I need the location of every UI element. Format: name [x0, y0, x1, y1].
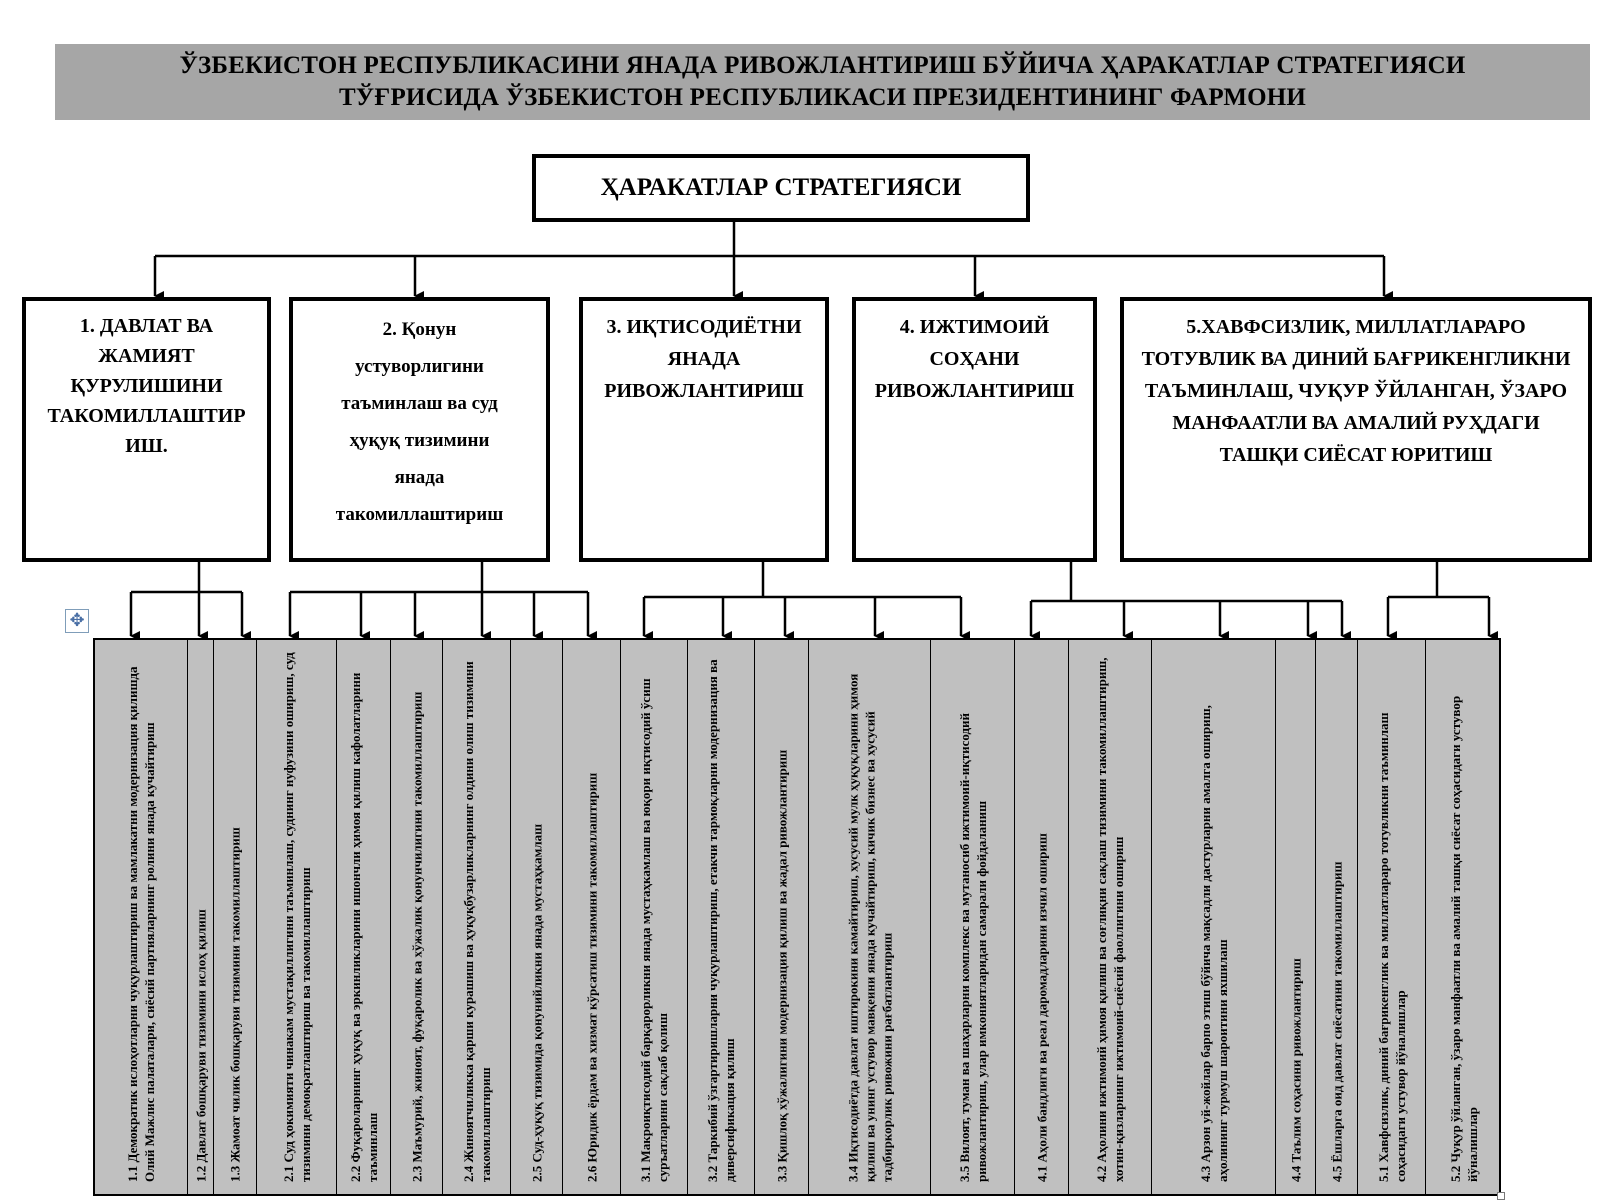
subtask-text: 1.3 Жамоат чилик бошқаруви тизимини такомиллаштириш [227, 827, 243, 1182]
branch-2-line: таъминлаш ва суд [341, 393, 498, 414]
title-line-2: ТЎҒРИСИДА ЎЗБЕКИСТОН РЕСПУБЛИКАСИ ПРЕЗИДЕНТИНИНГ ФАРМОНИ [338, 84, 1307, 111]
branch-3-line: 3. ИҚТИСОДИЁТНИ [606, 316, 802, 338]
branch-1-line: ЖАМИЯТ [98, 345, 195, 367]
subtask-text: 4.5 Ёшларга оид давлат сиёсатини такомиллаштириш [1329, 861, 1344, 1182]
subtask-cell-1-2 [188, 640, 214, 1194]
branch-4-line: 4. ИЖТИМОИЙ [899, 316, 1050, 338]
subtask-cell-2-6 [563, 640, 621, 1194]
branch-1-line: ИШ. [125, 435, 168, 457]
branch-1-line: ҚУРУЛИШИНИ [70, 375, 223, 397]
branch-2-line: ҳуқуқ тизимини [349, 430, 490, 451]
branch-5-line: 5.ХАВФСИЗЛИК, МИЛЛАТЛАРАРО [1186, 316, 1526, 338]
move-arrows-icon[interactable]: ✥ [65, 609, 89, 633]
subtask-text: 5.2 Чуқур ўйланган, ўзаро манфаатли ва амалий ташқи сиёсат соҳасидаги устувор йўналишлар [1447, 695, 1480, 1182]
subtask-text: 4.2 Аҳолини ижтимоий ҳимоя қилиш ва соғлиқни сақлаш тизимини такомиллаштириш, хотин-қизларнинг ижтимоий-сиёсий фаоллигини ошириш [1094, 657, 1126, 1182]
branch-1-node [22, 297, 271, 562]
branch-5-node [1120, 297, 1592, 562]
resize-handle[interactable] [1497, 1192, 1505, 1200]
branch-4-line: РИВОЖЛАНТИРИШ [874, 380, 1075, 402]
subtask-text: 2.3 Маъмурий, жиноят, фуқаролик ва хўжалик қонунчилигини такомиллаштириш [409, 691, 424, 1182]
subtask-text: 3.4 Иқтисодиётда давлат иштирокини камайтириш, хусусий мулк ҳуқуқларини ҳимоя қилиш ва унинг устувор мавқеини янада кучайтириш, кичик бизнес ва хусусий тадбиркорлик ривожини рағбатлантириш [845, 673, 894, 1182]
subtask-cell-5-1 [1358, 640, 1426, 1194]
subtask-cell-4-2 [1069, 640, 1152, 1194]
subtask-cell-4-1 [1015, 640, 1069, 1194]
subtask-cell-3-1 [621, 640, 688, 1194]
subtask-cell-3-5 [931, 640, 1015, 1194]
subtask-text: 4.3 Арзон уй-жойлар барпо этиш бўйича мақсадли дастурларни амалга ошириш, аҳолининг турмуш шароитини яхшилаш [1197, 705, 1230, 1182]
branch-2-line: такомиллаштириш [335, 504, 504, 525]
subtask-text: 5.1 Хавфсизлик, диний бағрикенглик ва миллатлараро тотувликни таъминлаш соҳасидаги устувор йўналишлар [1375, 712, 1408, 1182]
subtasks-table [93, 638, 1501, 1196]
subtask-cell-4-3 [1152, 640, 1276, 1194]
subtask-cell-2-2 [337, 640, 391, 1194]
branch-5-line: ТАЪМИНЛАШ, ЧУҚУР ЎЙЛАНГАН, ЎЗАРО [1144, 380, 1568, 402]
document-title-banner [55, 44, 1590, 120]
strategy-root-node [532, 154, 1030, 222]
subtask-text: 3.1 Макроиқтисодий барқарорликни янада мустаҳкамлаш ва юқори иқтисодий ўсиш суръатларини сақлаб қолиш [638, 678, 670, 1182]
branch-1-line: ТАКОМИЛЛАШТИР [47, 405, 246, 427]
branch-1-line: 1. ДАВЛАТ ВА [79, 315, 214, 337]
subtask-cell-3-2 [688, 640, 755, 1194]
branch-5-line: ТАШҚИ СИЁСАТ ЮРИТИШ [1219, 444, 1493, 466]
branch-5-line: ТОТУВЛИК ВА ДИНИЙ БАҒРИКЕНГЛИКНИ [1141, 348, 1571, 370]
branch-4-line: СОҲАНИ [929, 348, 1020, 370]
subtask-text: 2.2 Фуқароларнинг ҳуқуқ ва эркинликларини ишончли ҳимоя қилиш кафолатларини таъминлаш [347, 672, 380, 1182]
branch-3-line: ЯНАДА [667, 348, 741, 370]
subtask-text: 4.1 Аҳоли бандлиги ва реал даромадларини изчил ошириш [1034, 833, 1049, 1182]
branch-2-line: янада [394, 467, 445, 488]
subtask-cell-5-2 [1426, 640, 1501, 1194]
subtask-text: 2.4 Жиноятчиликка қарши курашиш ва ҳуқуқбузарликларнинг олдини олиш тизимини такомиллаштириш [460, 661, 493, 1182]
subtask-text: 2.5 Суд-ҳуқуқ тизимида қонунийликни янада мустаҳкамлаш [529, 823, 544, 1182]
subtask-text: 4.4 Таълим соҳасини ривожлантириш [1288, 958, 1303, 1182]
branch-2-line: устуворлигини [355, 356, 484, 377]
subtask-cell-1-1 [95, 640, 188, 1194]
subtask-text: 2.6 Юридик ёрдам ва хизмат кўрсатиш тизимини такомиллаштириш [584, 772, 599, 1182]
branch-3-node [579, 297, 829, 562]
subtask-text: 3.5 Вилоят, туман ва шаҳарларни комплекс ва мутаносиб ижтимоий-иқтисодий ривожлантириш, улар имкониятларидан самарали фойдаланиш [956, 712, 989, 1182]
subtask-cell-2-4 [443, 640, 511, 1194]
subtask-text: 1.2 Давлат бошқаруви тизимини ислоҳ қилиш [193, 909, 208, 1182]
subtask-cell-1-3 [214, 640, 257, 1194]
root-label: ҲАРАКАТЛАР СТРАТЕГИЯСИ [600, 174, 962, 201]
subtask-cell-4-5 [1316, 640, 1358, 1194]
subtask-cell-3-4 [809, 640, 931, 1194]
subtask-cell-3-3 [755, 640, 809, 1194]
subtask-text: 2.1 Суд ҳокимияти чинакам мустақиллигини таъминлаш, суднинг нуфузини ошириш, суд тизимини демократлаштириш ва такомиллаштириш [280, 652, 313, 1182]
title-line-1: ЎЗБЕКИСТОН РЕСПУБЛИКАСИНИ ЯНАДА РИВОЖЛАНТИРИШ БЎЙИЧА ҲАРАКАТЛАР СТРАТЕГИЯСИ [179, 52, 1466, 79]
subtask-text: 3.2 Таркибий ўзгартиришларни чуқурлаштириш, етакчи тармоқларни модернизация ва диверсификация қилиш [705, 659, 737, 1182]
subtask-cell-4-4 [1276, 640, 1316, 1194]
subtask-text: 1.1 Демократик ислоҳотларни чуқурлаштириш ва мамлакатни модернизация қилишда Олий Мажлис палаталари, сиёсий партияларнинг ролини янада кучайтириш [125, 666, 157, 1182]
branch-3-line: РИВОЖЛАНТИРИШ [604, 380, 804, 402]
subtask-cell-2-3 [391, 640, 443, 1194]
branch-5-line: МАНФААТЛИ ВА АМАЛИЙ РУҲДАГИ [1172, 412, 1540, 434]
subtask-text: 3.3 Қишлоқ хўжалигини модернизация қилиш ва жадал ривожлантириш [774, 749, 789, 1182]
branch-4-node [852, 297, 1097, 562]
branch-2-node [289, 297, 550, 562]
branch-2-line: 2. Қонун [382, 319, 457, 340]
subtask-cell-2-5 [511, 640, 563, 1194]
subtask-cell-2-1 [257, 640, 337, 1194]
